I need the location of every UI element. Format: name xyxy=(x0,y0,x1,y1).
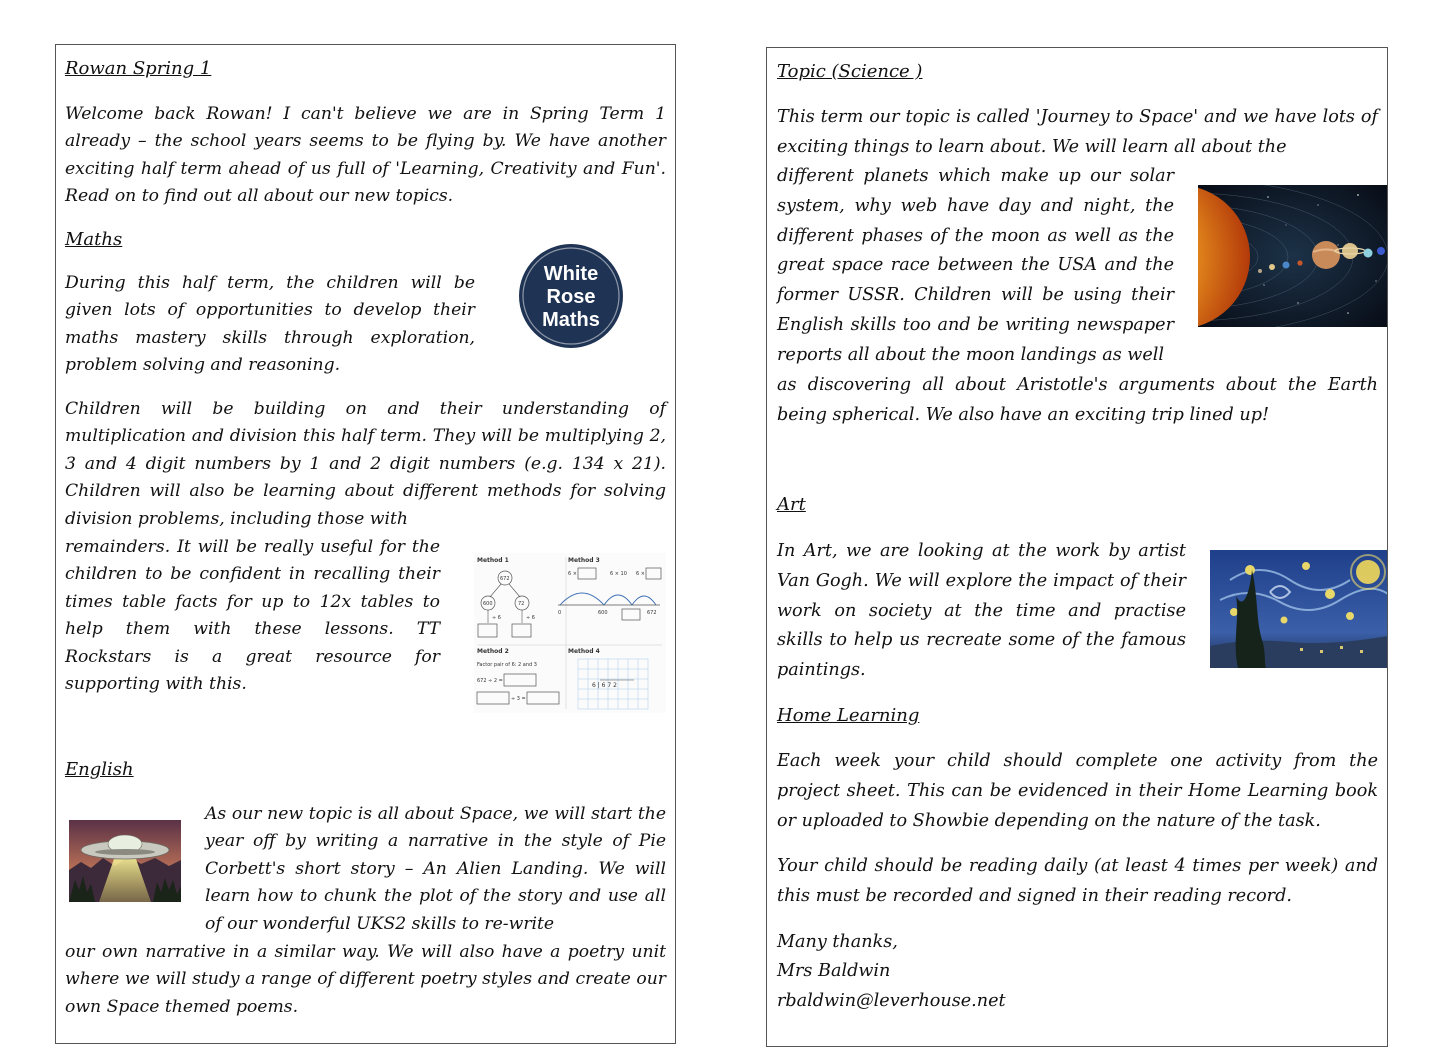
m3-c: 6 × xyxy=(636,571,645,577)
topic-heading: Topic (Science ) xyxy=(777,61,923,82)
art-paragraph: In Art, we are looking at the work by artist Van Gogh. We will explore the impact of their work on society at the time and practise skills to help us recreate some of the famous paintings. xyxy=(777,541,1186,681)
method-3-label: Method 3 xyxy=(568,557,600,564)
method-4-label: Method 4 xyxy=(568,648,600,655)
left-panel xyxy=(55,44,676,1044)
maths-paragraph-2-top: Children will be building on and their understanding of multiplication and division this half term. They will be multiplying 2, 3 and 4 digit numbers by 1 and 2 digit numbers (e.g. 134 x 21). Children will also be learning about different methods for solving division problems, including those with xyxy=(65,399,666,529)
english-paragraph-top: As our new topic is all about Space, we will start the year off by writing a narrative in the style of Pie Corbett's short story – An Alien Landing. We will learn how to chunk the plot of the story and use all of our wonderful UKS2 skills to re-write xyxy=(205,804,666,934)
m2-eq2: ÷ 3 = xyxy=(511,696,526,702)
logo-word-maths: Maths xyxy=(542,309,600,331)
home-learning-heading: Home Learning xyxy=(777,705,920,726)
m2-eq1: 672 ÷ 2 = xyxy=(477,678,503,684)
page-title: Rowan Spring 1 xyxy=(65,58,212,79)
white-rose-maths-logo xyxy=(518,243,624,349)
alien-landing-image xyxy=(69,820,181,902)
m3-zero: 0 xyxy=(558,610,562,616)
home-learning-paragraph-2: Your child should be reading daily (at least 4 times per week) and this must be recorded and signed in their reading record. xyxy=(777,856,1378,906)
right-panel xyxy=(766,47,1388,1047)
home-learning-paragraph-1: Each week your child should complete one activity from the project sheet. This can be evidenced in their Home Learning book or uploaded to Showbie depending on the nature of the task. xyxy=(777,751,1378,831)
starry-night-image xyxy=(1210,550,1388,668)
maths-paragraph-2-bottom: remainders. It will be really useful for the children to be confident in recalling their times table facts for up to 12x tables to help them with these lessons. TT Rockstars is a great resource for supporting with this. xyxy=(65,537,440,695)
topic-paragraph-middle: different planets which make up our solar system, why web have day and night, the different phases of the moon as well as the great space race between the USA and the former USSR. Children will be using their English skills too and be writing newspaper reports all about the moon landings as well xyxy=(777,166,1174,365)
topic-paragraph-bottom: as discovering all about Aristotle's arguments about the Earth being spherical. We also have an exciting trip lined up! xyxy=(777,375,1378,425)
maths-paragraph-1: During this half term, the children will be given lots of opportunities to develop their maths mastery skills through exploration, problem solving and reasoning. xyxy=(65,273,475,376)
solar-system-image xyxy=(1198,185,1388,327)
english-paragraph-bottom: our own narrative in a similar way. We will also have a poetry unit where we will study a range of different poetry styles and create our own Space themed poems. xyxy=(65,942,666,1017)
logo-word-rose: Rose xyxy=(546,286,596,308)
m3-672: 672 xyxy=(647,610,657,616)
logo-word-white: White xyxy=(543,263,599,285)
m1-600: 600 xyxy=(483,601,493,607)
m1-div6a: ÷ 6 xyxy=(492,615,501,621)
signoff-email[interactable]: rbaldwin@leverhouse.net xyxy=(777,991,1006,1011)
m1-672: 672 xyxy=(500,576,510,582)
m1-div6b: ÷ 6 xyxy=(526,615,535,621)
division-methods-figure xyxy=(474,553,666,713)
m3-b: 6 × 10 xyxy=(610,571,627,577)
art-heading: Art xyxy=(777,494,806,515)
m4-division: 6 | 6 7 2 xyxy=(592,682,617,689)
topic-paragraph-top: This term our topic is called 'Journey to Space' and we have lots of exciting things to learn about. We will learn all about the xyxy=(777,107,1378,157)
signoff-name: Mrs Baldwin xyxy=(777,961,891,981)
intro-paragraph: Welcome back Rowan! I can't believe we are in Spring Term 1 already – the school years seems to be flying by. We have another exciting half term ahead of us full of 'Learning, Creativity and Fun'. Read on to find out all about our new topics. xyxy=(65,104,666,207)
m1-72: 72 xyxy=(518,601,525,607)
method-1-label: Method 1 xyxy=(477,557,509,564)
maths-heading: Maths xyxy=(65,229,123,250)
english-heading: English xyxy=(65,759,134,780)
m3-600: 600 xyxy=(598,610,608,616)
signoff-thanks: Many thanks, xyxy=(777,932,898,952)
m3-a: 6 × xyxy=(568,571,577,577)
m2-factor: Factor pair of 6: 2 and 3 xyxy=(477,662,537,668)
method-2-label: Method 2 xyxy=(477,648,509,655)
